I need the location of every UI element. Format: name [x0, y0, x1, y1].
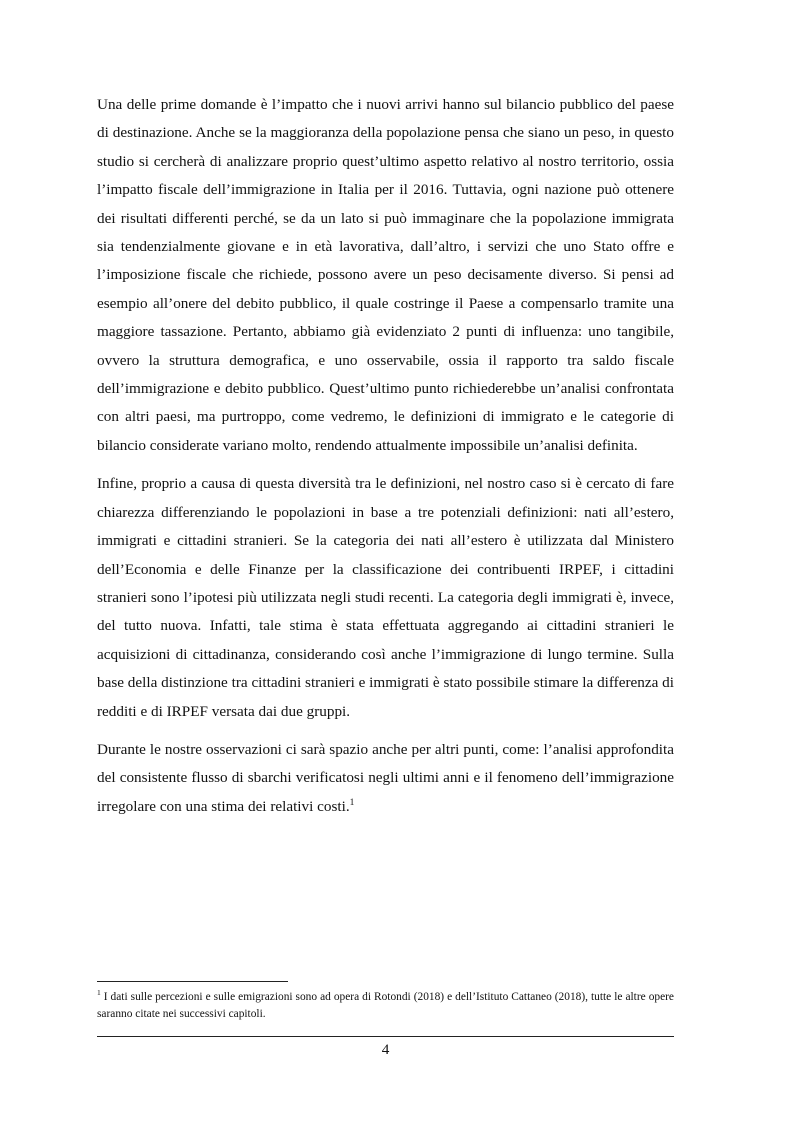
- paragraph-2: Infine, proprio a causa di questa diversità tra le definizioni, nel nostro caso si è cercato di fare chiarezza differenziando le popolazioni in base a tre potenziali definizioni: nati all’estero, immigrati e cittadini stranieri. Se la categoria dei nati all’estero è utilizzata dal Ministero dell’Economia e delle Finanze per la classificazione dei contribuenti IRPEF, i cittadini stranieri sono l’ipotesi più utilizzata negli studi recenti. La categoria degli immigrati è, invece, del tutto nuova. Infatti, tale stima è stata effettuata aggregando ai cittadini stranieri le acquisizioni di cittadinanza, considerando così anche l’immigrazione di lungo termine. Sulla base della distinzione tra cittadini stranieri e immigrati è stato possibile stimare la differenza di redditi e di IRPEF versata dai due gruppi.: [97, 475, 674, 720]
- body-text: [97, 91, 674, 831]
- footnote: [97, 989, 674, 1022]
- footnote-mark: 1: [97, 988, 101, 998]
- paragraph-1: Una delle prime domande è l’impatto che i nuovi arrivi hanno sul bilancio pubblico del paese di destinazione. Anche se la maggioranza della popolazione pensa che siano un peso, in questo studio si cercherà di analizzare proprio quest’ultimo aspetto relativo al nostro territorio, ossia l’impatto fiscale dell’immigrazione in Italia per il 2016. Tuttavia, ogni nazione può ottenere dei risultati differenti perché, se da un lato si può immaginare che la popolazione immigrata sia tendenzialmente giovane e in età lavorativa, dall’altro, i servizi che uno Stato offre e l’imposizione fiscale che richiede, possono avere un peso decisamente diverso. Si pensi ad esempio all’onere del debito pubblico, il quale costringe il Paese a compensarlo tramite una maggiore tassazione. Pertanto, abbiamo già evidenziato 2 punti di influenza: uno tangibile, ovvero la struttura demografica, e uno osservabile, ossia il rapporto tra saldo fiscale dell’immigrazione e debito pubblico. Quest’ultimo punto richiederebbe un’analisi confrontata con altri paesi, ma purtroppo, come vedremo, le definizioni di immigrato e le categorie di bilancio considerate variano molto, rendendo attualmente impossibile un’analisi definita.: [97, 96, 674, 454]
- paragraph-3: [97, 736, 674, 821]
- footnote-text: I dati sulle percezioni e sulle emigrazioni sono ad opera di Rotondi (2018) e dell’Istituto Cattaneo (2018), tutte le altre opere saranno citate nei successivi capitoli.: [97, 991, 674, 1020]
- paragraph-3-text: Durante le nostre osservazioni ci sarà spazio anche per altri punti, come: l’analisi approfondita del consistente flusso di sbarchi verificatosi negli ultimi anni e il fenomeno dell’immigrazione irregolare con una stima dei relativi costi.: [97, 740, 674, 815]
- footnote-separator: [97, 981, 288, 982]
- footnote-reference[interactable]: 1: [349, 797, 355, 808]
- page-number: 4: [381, 1041, 390, 1058]
- footer-separator: [97, 1036, 674, 1037]
